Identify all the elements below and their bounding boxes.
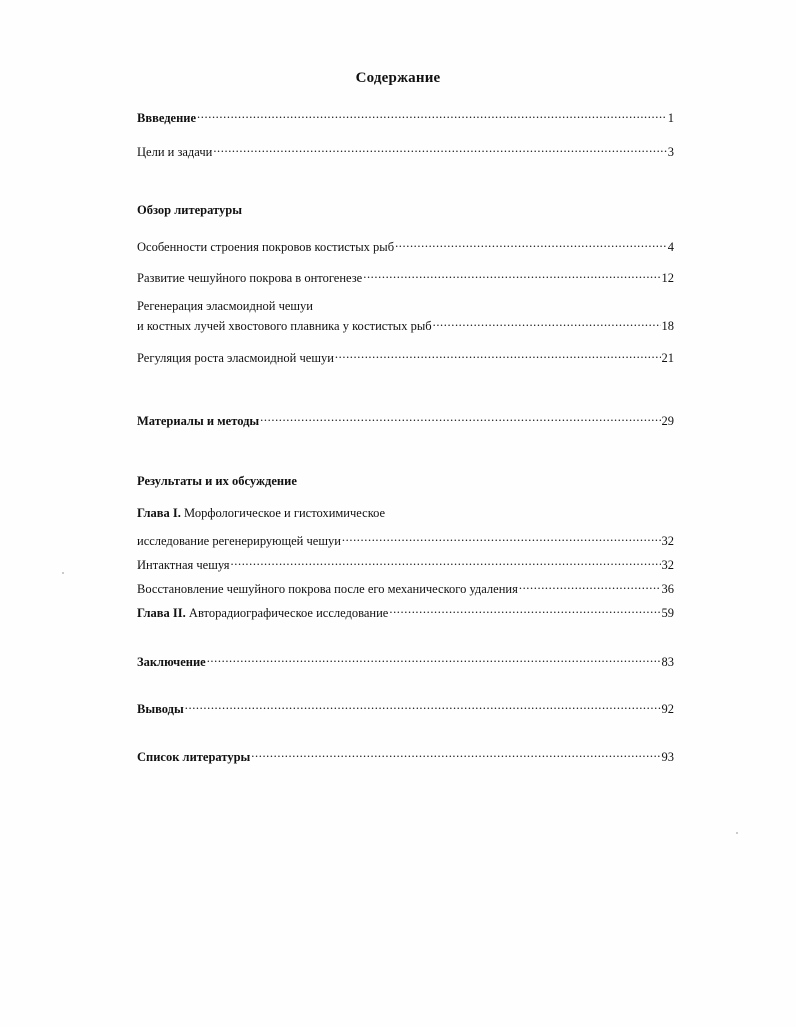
toc-page-number: 29 [661, 414, 674, 428]
dot-leader [395, 235, 667, 251]
chapter-title: Авторадиографическое исследование [188, 606, 389, 620]
toc-page-number: 32 [661, 534, 674, 548]
toc-entry-references[interactable] [137, 745, 674, 765]
toc-entry-chapter1-line1 [137, 505, 385, 521]
toc-entry-introduction[interactable] [137, 106, 674, 126]
toc-page-number: 32 [661, 558, 674, 572]
chapter-title-line1: Морфологическое и гистохимическое [184, 506, 386, 520]
toc-entry-label: Ввведение [137, 111, 197, 125]
toc-entry-label: и костных лучей хвостового плавника у костистых рыб [137, 319, 432, 333]
toc-page-number: 21 [661, 351, 674, 365]
toc-entry-chapter1[interactable] [137, 529, 674, 549]
toc-entry-review-3[interactable] [137, 314, 674, 334]
dot-leader [519, 577, 661, 593]
toc-entry-methods[interactable] [137, 409, 674, 429]
dot-leader [433, 314, 661, 330]
toc-page-number: 36 [661, 582, 674, 596]
toc-entry-label: Интактная чешуя [137, 558, 230, 572]
toc-page-number: 12 [661, 271, 674, 285]
toc-entry-label: Список литературы [137, 750, 251, 764]
scan-speck [62, 572, 64, 574]
toc-entry-findings[interactable] [137, 697, 674, 717]
toc-entry-label: Регуляция роста эласмоидной чешуи [137, 351, 334, 365]
dot-leader [197, 106, 667, 122]
toc-page-number: 1 [667, 111, 674, 125]
toc-page-number: 83 [661, 655, 674, 669]
toc-entry-chapter2[interactable] [137, 601, 674, 621]
toc-page-number: 3 [667, 145, 674, 159]
toc-entry-restoration[interactable] [137, 577, 674, 597]
toc-entry-label: Выводы [137, 702, 184, 716]
toc-page-number: 93 [661, 750, 674, 764]
toc-entry-label: Особенности строения покровов костистых рыб [137, 240, 395, 254]
toc-entry-label: Цели и задачи [137, 145, 213, 159]
toc-entry-review-4[interactable] [137, 346, 674, 366]
toc-entry-intact[interactable] [137, 553, 674, 573]
dot-leader [389, 601, 660, 617]
chapter-prefix: Глава I. [137, 506, 181, 520]
toc-page-number: 4 [667, 240, 674, 254]
dot-leader [185, 697, 661, 713]
dot-leader [363, 266, 660, 282]
toc-entry-conclusion[interactable] [137, 650, 674, 670]
toc-page-number: 18 [661, 319, 674, 333]
scan-speck [736, 832, 738, 834]
toc-entry-review-1[interactable] [137, 235, 674, 255]
toc-entry-label: Развитие чешуйного покрова в онтогенезе [137, 271, 363, 285]
dot-leader [231, 553, 661, 569]
page-title: Содержание [355, 70, 441, 86]
dot-leader [207, 650, 661, 666]
toc-entry-goals[interactable] [137, 140, 674, 160]
toc-entry-review-3-line1: Регенерация эласмоидной чешуи [137, 299, 313, 313]
dot-leader [335, 346, 661, 362]
dot-leader [342, 529, 661, 545]
toc-page-number: 92 [661, 702, 674, 716]
toc-page-number: 59 [661, 606, 674, 620]
section-heading-results: Результаты и их обсуждение [137, 474, 297, 488]
toc-entry-label: Заключение [137, 655, 206, 669]
chapter-prefix: Глава II. [137, 606, 186, 620]
section-heading-literature-review: Обзор литературы [137, 203, 242, 217]
toc-entry-review-2[interactable] [137, 266, 674, 286]
dot-leader [260, 409, 660, 425]
dot-leader [251, 745, 660, 761]
toc-entry-label: Восстановление чешуйного покрова после его механического удаления [137, 582, 518, 596]
toc-entry-label: Материалы и методы [137, 414, 260, 428]
dot-leader [213, 140, 666, 156]
toc-entry-label [137, 605, 388, 621]
toc-entry-label: исследование регенерирующей чешуи [137, 534, 341, 548]
